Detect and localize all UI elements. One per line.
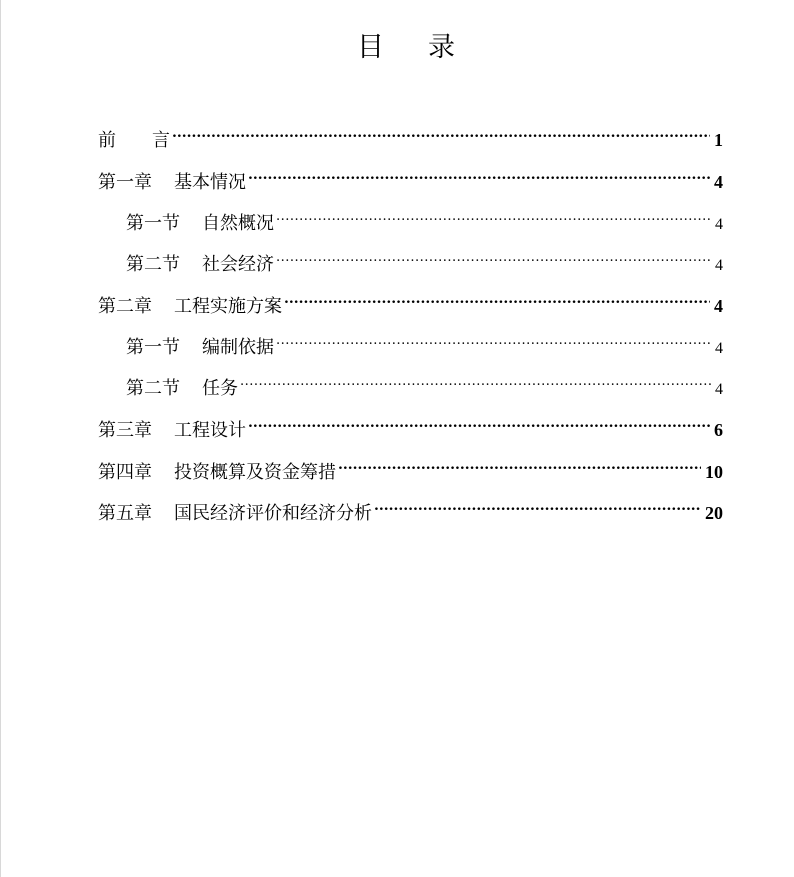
- toc-entry-section-1-2[interactable]: [126, 240, 723, 275]
- toc-entry-title: 工程实施方案: [174, 296, 282, 317]
- toc-entry-prefix: 第一章: [98, 172, 152, 193]
- toc-entry-prefix: 第一节: [126, 337, 180, 358]
- toc-title-char-2: 录: [428, 32, 455, 63]
- toc-entry-page: 20: [705, 503, 723, 523]
- toc-entry-page: 4: [715, 381, 723, 398]
- toc-entry-chapter-2[interactable]: [98, 282, 723, 317]
- toc-entry-label: [126, 250, 274, 280]
- toc-entry-title: 基本情况: [174, 172, 246, 193]
- toc-title: [1, 30, 794, 66]
- dot-leader: [172, 116, 710, 146]
- dot-leader: [240, 364, 711, 394]
- toc-entry-prefix: 第一节: [126, 213, 180, 234]
- toc-entry-section-1-1[interactable]: [126, 199, 723, 234]
- toc-entry-section-2-2[interactable]: [126, 364, 723, 399]
- toc-entry-prefix: 前: [98, 130, 116, 151]
- toc-entry-page: 10: [705, 462, 723, 482]
- dot-leader: [248, 406, 710, 436]
- toc-entry-chapter-4[interactable]: [98, 448, 723, 483]
- dot-leader: [276, 199, 711, 229]
- toc-entry-chapter-3[interactable]: [98, 406, 723, 441]
- toc-entry-prefix: 第二节: [126, 254, 180, 275]
- toc-entry-page: 4: [715, 216, 723, 233]
- dot-leader: [248, 158, 710, 188]
- toc-entry-title: 自然概况: [202, 213, 274, 234]
- toc-entry-page: 4: [715, 257, 723, 274]
- toc-entry-label: [98, 126, 170, 156]
- toc-entry-section-2-1[interactable]: [126, 323, 723, 358]
- dot-leader: [276, 323, 711, 353]
- toc-entry-label: [126, 333, 274, 363]
- toc-entry-prefix-2: 言: [152, 130, 170, 151]
- toc-entry-title: 国民经济评价和经济分析: [174, 503, 372, 524]
- dot-leader: [374, 489, 701, 519]
- toc-entry-label: [98, 458, 336, 488]
- toc-entry-chapter-5[interactable]: [98, 489, 723, 524]
- toc-entry-page: 4: [714, 296, 723, 316]
- toc-entry-prefix: 第五章: [98, 503, 152, 524]
- dot-leader: [276, 240, 711, 270]
- toc-entry-page: 4: [714, 172, 723, 192]
- toc-entry-page: 1: [714, 130, 723, 150]
- toc-entry-page: 6: [714, 420, 723, 440]
- toc-entry-page: 4: [715, 340, 723, 357]
- toc-entry-title: 工程设计: [174, 420, 246, 441]
- toc-entry-label: [98, 168, 246, 198]
- toc-entry-prefix: 第二章: [98, 296, 152, 317]
- toc-entry-chapter-1[interactable]: [98, 158, 723, 193]
- toc-title-char-1: 目: [357, 32, 384, 63]
- toc-entry-label: [98, 416, 246, 446]
- toc-entry-label: [126, 209, 274, 239]
- toc-entry-label: [98, 499, 372, 529]
- toc-entry-prefix: 第二节: [126, 378, 180, 399]
- toc-entry-prefix: 第四章: [98, 462, 152, 483]
- toc-entry-preface[interactable]: [98, 116, 723, 151]
- toc-entry-title: 投资概算及资金筹措: [174, 462, 336, 483]
- dot-leader: [284, 282, 710, 312]
- toc-entry-title: 任务: [202, 378, 238, 399]
- toc-entry-label: [98, 292, 282, 322]
- toc-entry-title: 社会经济: [202, 254, 274, 275]
- dot-leader: [338, 448, 701, 478]
- toc-entry-prefix: 第三章: [98, 420, 152, 441]
- toc-entry-label: [126, 374, 238, 404]
- toc-entry-title: 编制依据: [202, 337, 274, 358]
